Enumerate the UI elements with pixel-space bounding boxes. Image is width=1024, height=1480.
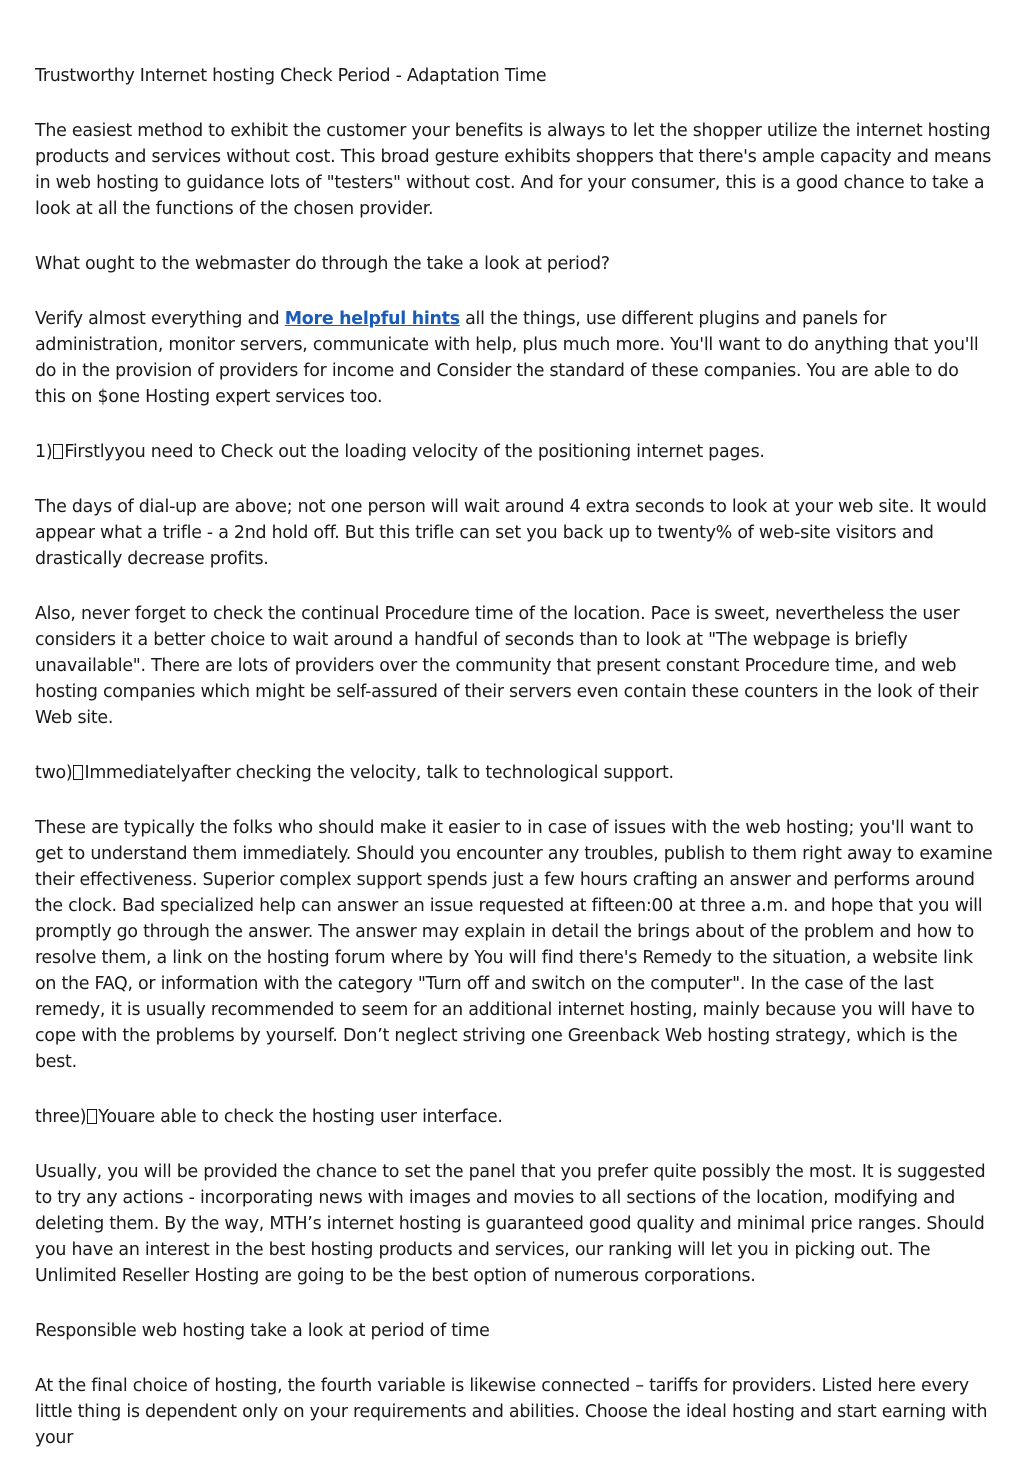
more-helpful-hints-link[interactable]: More helpful hints (284, 309, 460, 329)
step-2-number: two) (35, 763, 73, 783)
paragraph-tariffs: At the final choice of hosting, the fourth variable is likewise connected – tariffs for providers. Listed here every little thing is dependent only on your requirements and abilities. Choose the ideal hosting and start earning with your (35, 1376, 988, 1448)
missing-glyph-box-icon (87, 1109, 97, 1124)
step-1-text: Firstlyyou need to Check out the loading velocity of the positioning internet pages. (64, 442, 765, 462)
paragraph-verify (35, 306, 993, 410)
step-2 (35, 760, 993, 786)
paragraph-support: These are typically the folks who should make it easier to in case of issues with the web hosting; you'll want to get to understand them immediately. Should you encounter any troubles, publish to them right away to examine their effectiveness. Superior complex support spends just a few hours crafting an answer and performs around the clock. Bad specialized help can answer an issue requested at fifteen:00 at three a.m. and hope that you will promptly go through the answer. The answer may explain in detail the brings about of the problem and how to resolve them, a link on the hosting forum where by You will find there's Remedy to the situation, a website link on the FAQ, or information with the category "Turn off and switch on the computer". In the case of the last remedy, it is usually recommended to seem for an additional internet hosting, mainly because you will have to cope with the problems by yourself. Don’t neglect striving one Greenback Web hosting strategy, which is the best. (35, 818, 993, 1072)
question-webmaster: What ought to the webmaster do through the take a look at period? (35, 254, 610, 274)
missing-glyph-box-icon (53, 444, 63, 459)
step-1-number: 1) (35, 442, 53, 462)
paragraph-uptime: Also, never forget to check the continual Procedure time of the location. Pace is sweet, nevertheless the user considers it a better choice to wait around a handful of seconds than to look at "The webpage is briefly unavailable". There are lots of providers over the community that present constant Procedure time, and web hosting companies which might be self-assured of their servers even contain these counters in the look of their Web site. (35, 604, 979, 728)
paragraph-intro: The easiest method to exhibit the customer your benefits is always to let the shopper utilize the internet hosting products and services without cost. This broad gesture exhibits shoppers that there's ample capacity and means in web hosting to guidance lots of "testers" without cost. And for your consumer, this is a good chance to take a look at all the functions of the chosen provider. (35, 121, 992, 219)
step-2-text: Immediatelyafter checking the velocity, talk to technological support. (84, 763, 674, 783)
paragraph-verify-text-start: Verify almost everything and (35, 309, 285, 329)
step-3-text: Youare able to check the hosting user interface. (98, 1107, 503, 1127)
step-1 (35, 439, 993, 465)
subheading-responsible: Responsible web hosting take a look at period of time (35, 1321, 490, 1341)
paragraph-panel: Usually, you will be provided the chance to set the panel that you prefer quite possibly the most. It is suggested to try any actions - incorporating news with images and movies to all sections of the location, modifying and deleting them. By the way, MTH’s internet hosting is guaranteed good quality and minimal price ranges. Should you have an interest in the best hosting products and services, our ranking will let you in picking out. The Unlimited Reseller Hosting are going to be the best option of numerous corporations. (35, 1162, 986, 1286)
missing-glyph-box-icon (73, 765, 83, 780)
paragraph-verify-text-end: all the things, use different plugins and panels for administration, monitor servers, communicate with help, plus much more. You'll want to do anything that you'll do in the provision of providers for income and Consider the standard of these companies. You are able to do this on $one Hosting expert services too. (35, 309, 979, 407)
document-title: Trustworthy Internet hosting Check Period - Adaptation Time (35, 66, 547, 86)
step-3 (35, 1104, 993, 1130)
step-3-number: three) (35, 1107, 87, 1127)
paragraph-dialup: The days of dial-up are above; not one person will wait around 4 extra seconds to look at your web site. It would appear what a trifle - a 2nd hold off. But this trifle can set you back up to twenty% of web-site visitors and drastically decrease profits. (35, 497, 987, 569)
document-body (35, 63, 993, 1480)
